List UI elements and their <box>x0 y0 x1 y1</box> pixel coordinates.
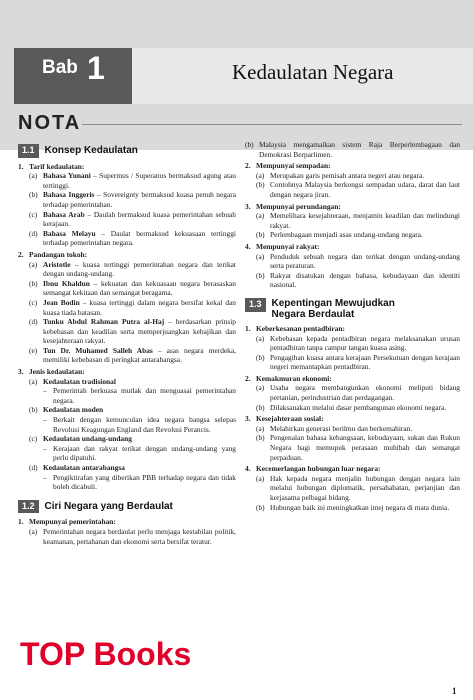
list-item: 2. Kemakmuran ekonomi: <box>245 373 332 383</box>
page-number: 1 <box>452 686 457 696</box>
section-title: Konsep Kedaulatan <box>44 145 138 157</box>
section-1-3 <box>245 298 460 320</box>
sub-item: (c) Jean Bodin – kuasa tertinggi dalam negara bersifat kekal dan kuasa tiada batasan. <box>29 297 236 317</box>
list-item: 1. Tarif kedaulatan: <box>18 161 85 171</box>
sub-item: (a) Penduduk sebuah negara dan terikat dengan undang-undang serta peraturan. <box>256 251 460 271</box>
sub-item: (d) Bahasa Melayu – Daulat bermaksud kekuasaan tertinggi terhadap pemerintahan negara. <box>29 228 236 248</box>
section-1-1 <box>18 144 236 158</box>
list-item: 4. Kecemerlangan hubungan luar negara: <box>245 464 381 474</box>
sub-item: (a) Kedaulatan tradisional <box>29 376 116 386</box>
sub-item: (b) Pengenalan bahasa kebangsaan, kebudayaan, sukan dan Rukun Negara bagi memupuk perasaan muhibah dan semangat perpaduan. <box>256 433 460 462</box>
list-item: 3. Kesejahteraan sosial: <box>245 414 324 424</box>
dash-item: – Berkait dengan kemunculan idea negara bangsa selepas Revolusi Keagungan England dan Revolusi Perancis. <box>43 415 236 434</box>
sub-item: (a) Hak kepada negara menjalin hubungan dengan negara lain melalui hubungan diplomatik, persahabatan, perjanjian dan kerjasama pelbagai bidang. <box>256 473 460 502</box>
sub-item: (b) Rakyat disatukan dengan bahasa, kebudayaan dan identiti nasional. <box>256 270 460 290</box>
list-item: 4. Mempunyai rakyat: <box>245 241 320 251</box>
sub-item: (c) Kedaulatan undang-undang <box>29 434 132 444</box>
dash-item: – Kerajaan dan rakyat terikat dengan undang-undang yang perlu dipatuhi. <box>43 443 236 463</box>
chapter-title: Kedaulatan Negara <box>232 60 394 84</box>
sub-item: (b) Kedaulatan moden <box>29 405 104 415</box>
sub-item: (a) Memelihara kesejahteraan, menjamin keadilan dan melindungi rakyat. <box>256 211 460 230</box>
sub-item: (d) Tunku Abdul Rahman Putra al-Haj – berdasarkan prinsip kebebasan dan keadilan serta memperjuangkan kebajikan dan kesejahteraan rakyat. <box>29 317 236 346</box>
chapter-number: 1 <box>87 50 105 86</box>
nota-rule <box>82 124 462 125</box>
list-item: 2. Mempunyai sempadan: <box>245 161 331 171</box>
list-item: 1. Mempunyai pemerintahan: <box>18 517 116 527</box>
publisher-logo: TOP Books <box>20 636 192 672</box>
sub-item: (c) Bahasa Arab – Daulah bermaksud kuasa pemerintahan sebuah kerajaan. <box>29 209 236 229</box>
section-number: 1.2 <box>18 500 39 514</box>
nota-heading: NOTA <box>18 112 82 134</box>
left-column <box>18 140 236 546</box>
section-title: Kepentingan Mewujudkan Negara Berdaulat <box>271 297 395 320</box>
chapter-label: Bab <box>42 57 78 78</box>
section-1-2 <box>18 500 236 514</box>
dash-item: – Pengiktirafan yang diberikan PBB terhadap negara dan tidak boleh dicabuli. <box>43 472 236 492</box>
sub-item: (a) Kebebasan kepada pentadbiran negara melaksanakan urusan pentadbiran tanpa campur tangan kuasa asing. <box>256 333 460 353</box>
dash-item: – Pemerintah berkuasa mutlak dan menguasai pemerintahan negara. <box>43 386 236 405</box>
sub-item: (e) Tun Dr. Muhamed Salleh Abas – asas negara merdeka, memiliki kebebasan di peringkat antarabangsa. <box>29 345 236 365</box>
sub-item: (a) Pemerintahan negara berdaulat perlu menjaga kestabilan politik, keamanan, pertahanan dan ekonomi serta bersifat teratur. <box>29 526 236 546</box>
sub-item: (a) Usaha negara membangunkan ekonomi meliputi bidang pertanian, perindustrian dan perdagangan. <box>256 383 460 403</box>
chapter-header <box>0 0 473 150</box>
sub-item: (b) Malaysia mengamalkan sistem Raja Berperlembagaan dan Demokrasi Berparlimen. <box>245 140 460 159</box>
list-item: 3. Mempunyai perundangan: <box>245 201 341 211</box>
section-number: 1.3 <box>245 298 266 312</box>
right-column <box>245 140 460 512</box>
list-item: 2. Pandangan tokoh: <box>18 249 88 259</box>
sub-item: (b) Hubungan baik ini meningkatkan imej negara di mata dunia. <box>256 502 450 512</box>
sub-item: (a) Bahasa Yunani – Supermus / Superanus bermaksud agung atau tertinggi. <box>29 171 236 190</box>
sub-item: (a) Aristotle – kuasa tertinggi pemerintahan negara dan terikat dengan undang-undang. <box>29 259 236 279</box>
sub-item: (b) Perlembagaan menjadi asas undang-undang negara. <box>256 230 423 240</box>
sub-item: (b) Dilaksanakan melalui dasar pembangunan ekonomi negara. <box>256 402 447 412</box>
list-item: 1. Keberkesanan pentadbiran: <box>245 323 345 333</box>
sub-item: (d) Kedaulatan antarabangsa <box>29 463 125 472</box>
sub-item: (b) Bahasa Inggeris – Sovereignty bermaksud kuasa penuh negara terhadap pemerintahan. <box>29 190 236 209</box>
sub-item: (a) Merupakan garis pemisah antara negeri atau negara. <box>256 170 425 180</box>
sub-item: (a) Melahirkan generasi berilmu dan berkemahiran. <box>256 423 413 433</box>
list-item: 3. Jenis kedaulatan: <box>18 367 85 377</box>
sub-item: (b) Contohnya Malaysia berkongsi sempadan udara, darat dan laut dengan negara jiran. <box>256 180 460 199</box>
section-title: Ciri Negara yang Berdaulat <box>44 501 173 513</box>
sub-item: (b) Pengagihan kuasa antara kerajaan Persekutuan dengan kerajaan negeri memantapkan pentadbiran. <box>256 352 460 372</box>
section-number: 1.1 <box>18 144 39 158</box>
sub-item: (b) Ibnu Khaldun – kekuatan dan kekuasaan negara berasaskan semangat kekitaan dan semangat beragama. <box>29 278 236 298</box>
